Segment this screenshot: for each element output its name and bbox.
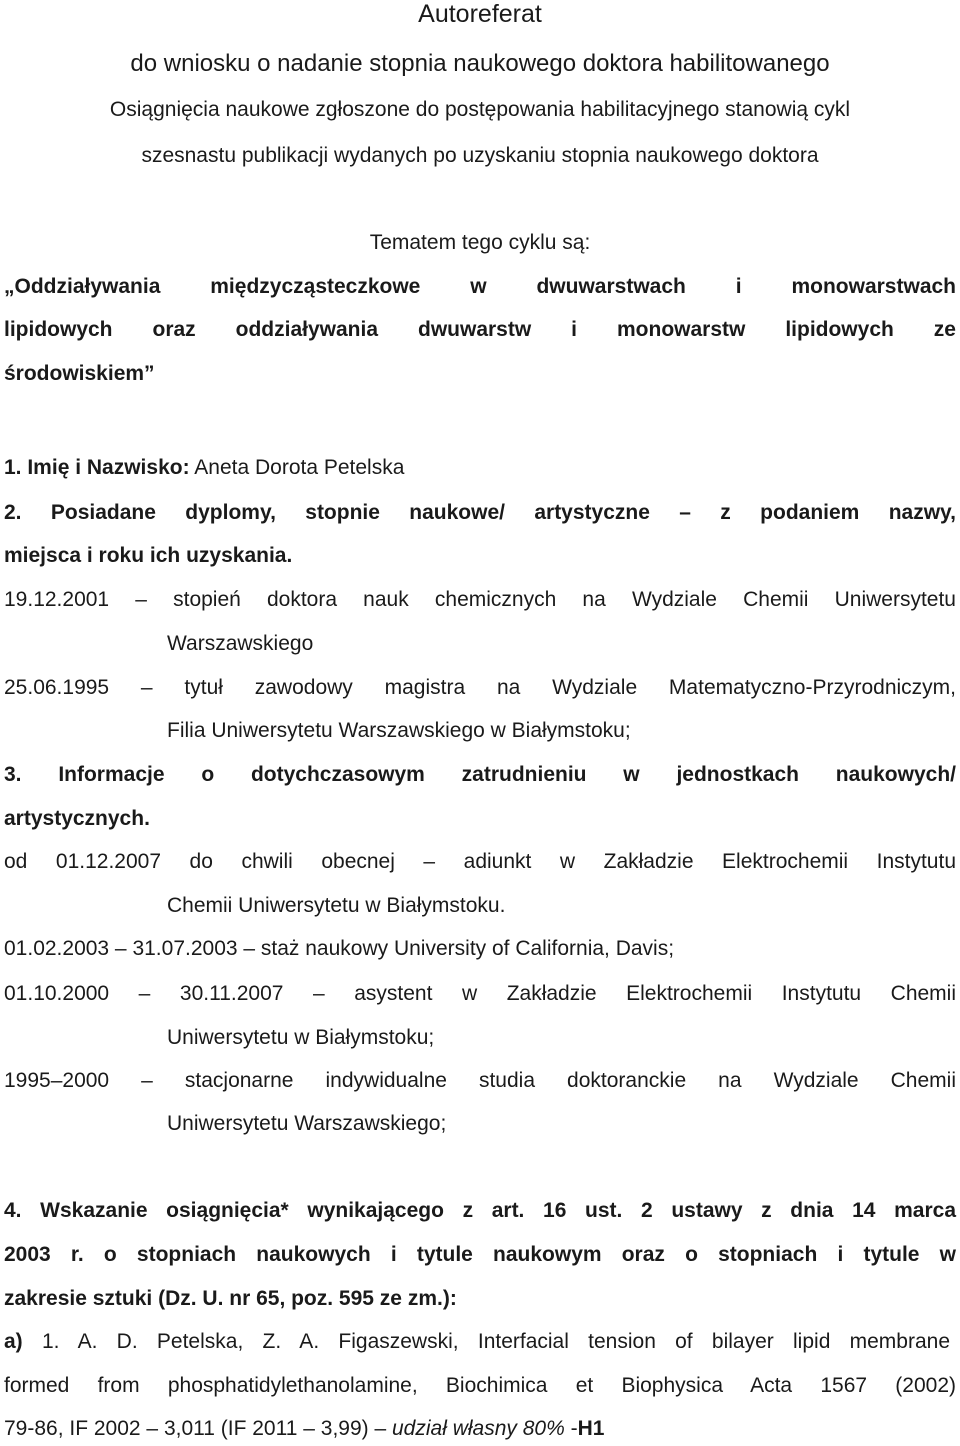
reference-1-code: H1 xyxy=(577,1417,605,1440)
degree-item-1-cont: Warszawskiego xyxy=(167,632,314,655)
intro-line-1: Osiągnięcia naukowe zgłoszone do postępowania habilitacyjnego stanowią cykl xyxy=(109,98,851,121)
section-3-heading-2: artystycznych. xyxy=(4,807,150,830)
reference-1-text-1: 1. A. D. Petelska, Z. A. Figaszewski, Interfacial tension of bilayer lipid membrane xyxy=(41,1330,950,1353)
reference-1-dash: - xyxy=(570,1417,578,1440)
reference-1-share: udział własny 80% xyxy=(392,1417,565,1440)
employment-item-1: od 01.12.2007 do chwili obecnej – adiunkt w Zakładzie Elektrochemii Instytutu xyxy=(4,850,956,873)
employment-item-2: 01.02.2003 – 31.07.2003 – staż naukowy University of California, Davis; xyxy=(4,937,675,960)
document-subtitle: do wniosku o nadanie stopnia naukowego doktora habilitowanego xyxy=(130,50,830,77)
degree-item-2-cont: Filia Uniwersytetu Warszawskiego w Białymstoku; xyxy=(167,719,631,742)
reference-sub-label: a) xyxy=(4,1330,23,1353)
topic-label: Tematem tego cyklu są: xyxy=(369,231,591,254)
section-3-heading-1: 3. Informacje o dotychczasowym zatrudnieniu w jednostkach naukowych/ xyxy=(4,763,956,786)
reference-1-line-3 xyxy=(4,1415,956,1443)
employment-item-3: 01.10.2000 – 30.11.2007 – asystent w Zakładzie Elektrochemii Instytutu Chemii xyxy=(4,982,956,1005)
degree-item-1: 19.12.2001 – stopień doktora nauk chemicznych na Wydziale Chemii Uniwersytetu xyxy=(4,588,956,611)
section-1-label: 1. Imię i Nazwisko: xyxy=(4,456,190,479)
reference-1-citation: 79-86, IF 2002 – 3,011 (IF 2011 – 3,99) – xyxy=(4,1417,387,1440)
degree-item-2: 25.06.1995 – tytuł zawodowy magistra na Wydziale Matematyczno-Przyrodniczym, xyxy=(4,676,956,699)
intro-line-2: szesnastu publikacji wydanych po uzyskaniu stopnia naukowego doktora xyxy=(141,144,819,167)
employment-item-4-cont: Uniwersytetu Warszawskiego; xyxy=(167,1112,447,1135)
employment-item-3-cont: Uniwersytetu w Białymstoku; xyxy=(167,1026,435,1049)
employment-item-4: 1995–2000 – stacjonarne indywidualne studia doktoranckie na Wydziale Chemii xyxy=(4,1069,956,1092)
section-1-value: Aneta Dorota Petelska xyxy=(194,456,405,479)
section-2-heading-2: miejsca i roku ich uzyskania. xyxy=(4,544,293,567)
topic-line-1: „Oddziaływania międzycząsteczkowe w dwuwarstwach i monowarstwach xyxy=(4,275,956,298)
section-4-heading-1: 4. Wskazanie osiągnięcia* wynikającego z art. 16 ust. 2 ustawy z dnia 14 marca xyxy=(4,1199,956,1222)
reference-1-line-2: formed from phosphatidylethanolamine, Biochimica et Biophysica Acta 1567 (2002) xyxy=(4,1374,956,1397)
topic-line-2: lipidowych oraz oddziaływania dwuwarstw i monowarstw lipidowych ze xyxy=(4,318,956,341)
employment-item-1-cont: Chemii Uniwersytetu w Białymstoku. xyxy=(167,894,506,917)
section-4-heading-3: zakresie sztuki (Dz. U. nr 65, poz. 595 ze zm.): xyxy=(4,1287,457,1310)
section-2-heading-1: 2. Posiadane dyplomy, stopnie naukowe/ artystyczne – z podaniem nazwy, xyxy=(4,501,956,524)
topic-line-3: środowiskiem” xyxy=(4,362,155,385)
document-title: Autoreferat xyxy=(418,0,542,28)
section-1 xyxy=(4,454,956,482)
reference-1-line-1 xyxy=(4,1328,950,1356)
section-4-heading-2: 2003 r. o stopniach naukowych i tytule naukowym oraz o stopniach i tytule w xyxy=(4,1243,956,1266)
